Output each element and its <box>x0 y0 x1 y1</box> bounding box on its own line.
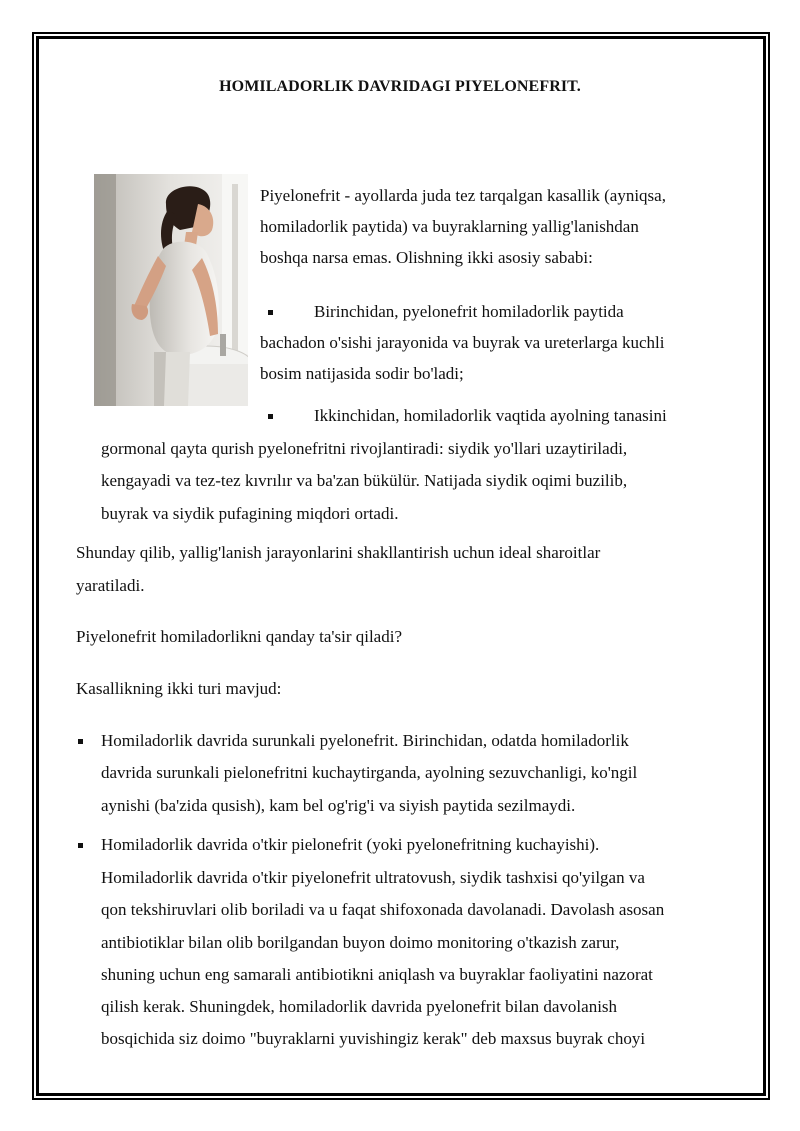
cause1-line: Birinchidan, pyelonefrit homiladorlik paytida <box>314 302 624 321</box>
type2-line: antibiotiklar bilan olib borilgandan buyon doimo monitoring o'tkazish zarur, <box>101 933 620 952</box>
conclusion-line: Shunday qilib, yallig'lanish jarayonlarini shakllantirish uchun ideal sharoitlar <box>76 543 601 562</box>
type2-line: Homiladorlik davrida o'tkir pielonefrit (yoki pyelonefritning kuchayishi). <box>101 835 600 854</box>
type1-line: davrida surunkali pielonefritni kuchaytirganda, ayolning sezuvchanligi, ko'ngil <box>101 763 638 782</box>
document-title: HOMILADORLIK DAVRIDAGI PIYELONEFRIT. <box>219 78 581 95</box>
type2-line: bosqichida siz doimo "buyraklarni yuvishingiz kerak" deb maxsus buyrak choyi <box>101 1029 646 1048</box>
type2-line: qon tekshiruvlari olib boriladi va u faqat shifoxonada davolanadi. Davolash asosan <box>101 900 665 919</box>
cause1-line: bachadon o'sishi jarayonida va buyrak va ureterlarga kuchli <box>260 333 665 352</box>
cause2-line: gormonal qayta qurish pyelonefritni rivojlantiradi: siydik yo'llari uzaytiriladi, <box>101 439 628 458</box>
intro-line: homiladorlik paytida) va buyraklarning yallig'lanishdan <box>260 217 639 236</box>
bullet-icon <box>78 739 83 744</box>
bullet-icon <box>268 310 273 315</box>
type2-line: shuning uchun eng samarali antibiotikni aniqlash va buyraklar faoliyatini nazorat <box>101 965 653 984</box>
type2-line: qilish kerak. Shuningdek, homiladorlik davrida pyelonefrit bilan davolanish <box>101 997 618 1016</box>
types-intro-line: Kasallikning ikki turi mavjud: <box>76 679 282 698</box>
bullet-icon <box>78 843 83 848</box>
intro-line: boshqa narsa emas. Olishning ikki asosiy sababi: <box>260 248 593 267</box>
type2-line: Homiladorlik davrida o'tkir piyelonefrit ultratovush, siydik tashxisi qo'yilgan va <box>101 868 645 887</box>
conclusion-line: yaratiladi. <box>76 576 145 595</box>
cause2-line: buyrak va siydik pufagining miqdori ortadi. <box>101 504 399 523</box>
cause2-line: Ikkinchidan, homiladorlik vaqtida ayolning tanasini <box>314 406 667 425</box>
cause1-line: bosim natijasida sodir bo'ladi; <box>260 364 464 383</box>
bullet-icon <box>268 414 273 419</box>
intro-line: Piyelonefrit - ayollarda juda tez tarqalgan kasallik (ayniqsa, <box>260 186 666 205</box>
cause2-line: kengayadi va tez-tez kıvrılır va ba'zan bükülür. Natijada siydik oqimi buzilib, <box>101 471 628 490</box>
type1-line: aynishi (ba'zida qusish), kam bel og'rig'i va siyish paytida sezilmaydi. <box>101 796 576 815</box>
pregnant-woman-photo <box>94 174 248 406</box>
type1-line: Homiladorlik davrida surunkali pyelonefrit. Birinchidan, odatda homiladorlik <box>101 731 629 750</box>
question-line: Piyelonefrit homiladorlikni qanday ta'sir qiladi? <box>76 627 402 646</box>
